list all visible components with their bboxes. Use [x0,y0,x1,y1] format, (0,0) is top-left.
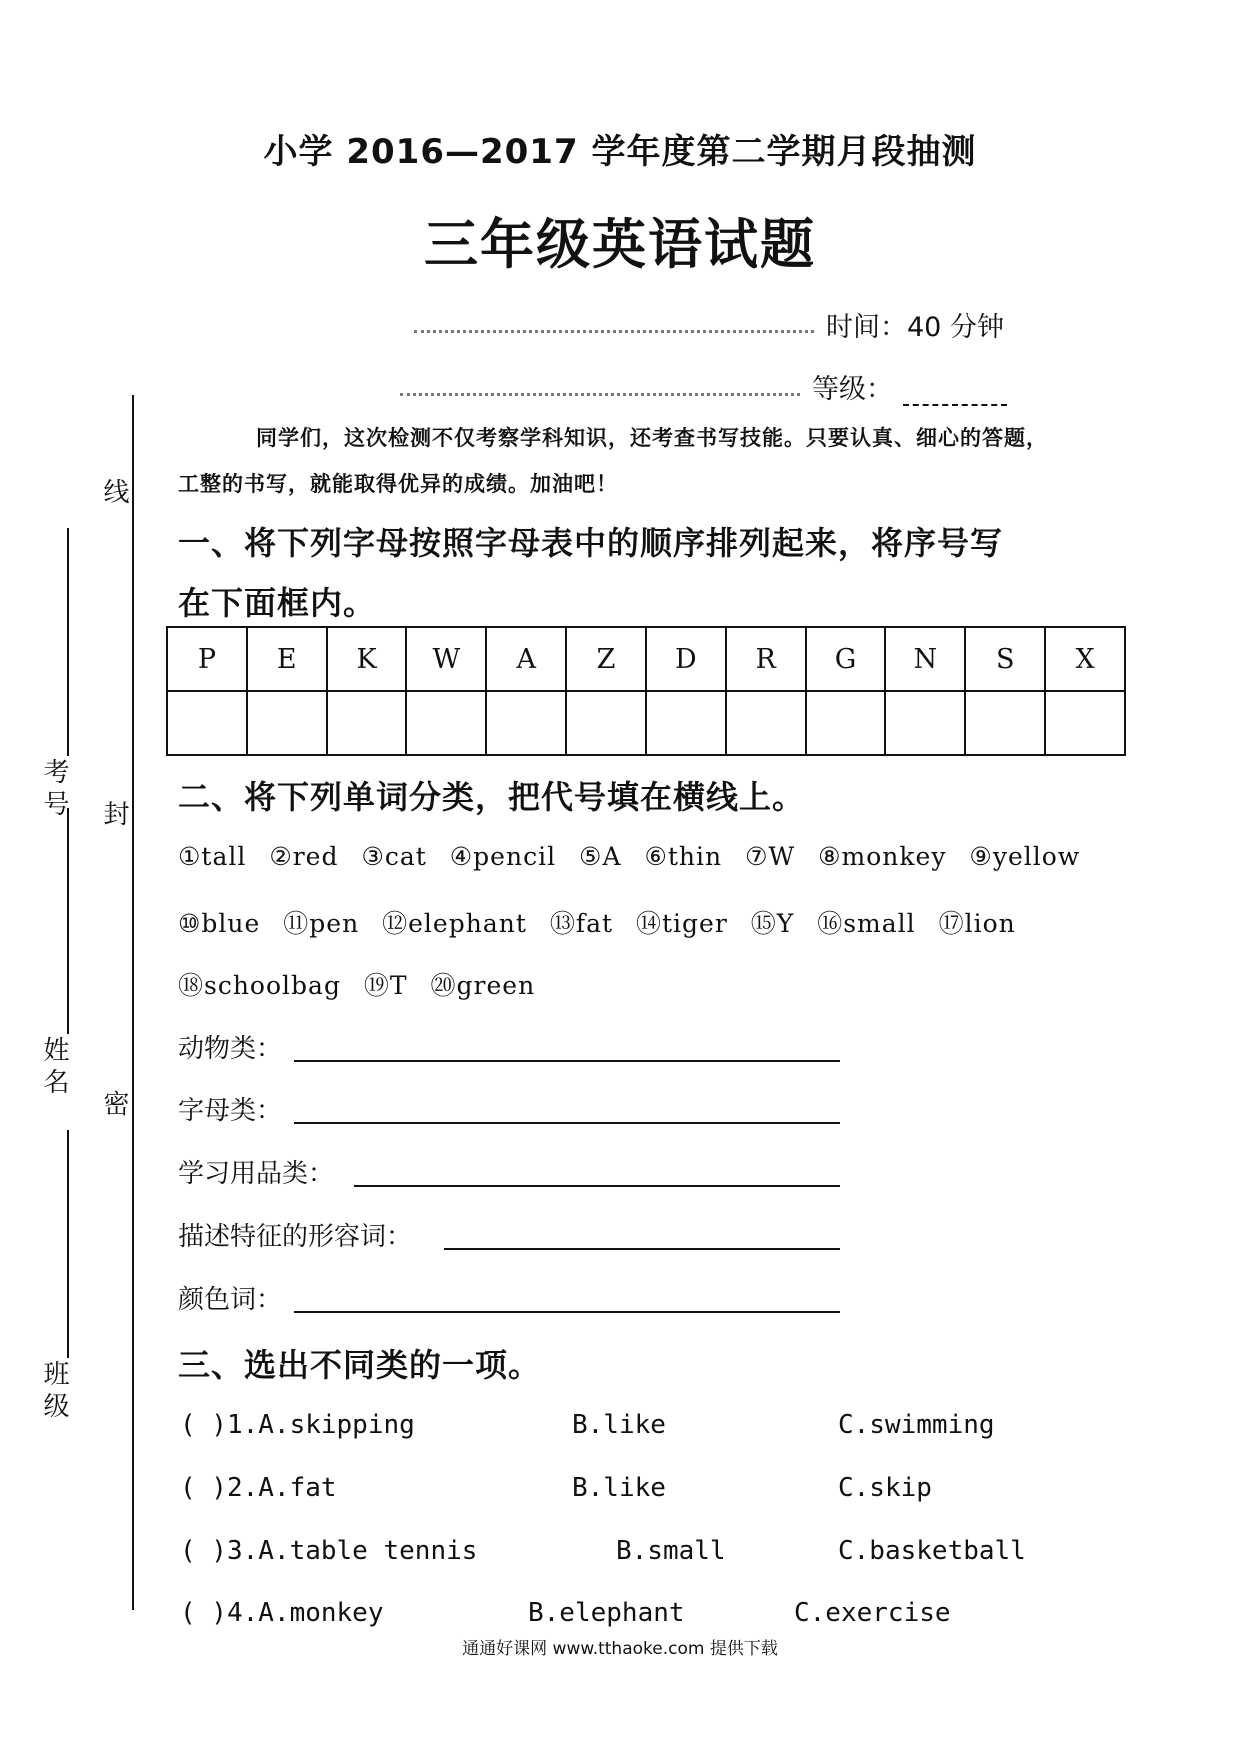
time-label: 时间：40 分钟 [826,312,1004,343]
question-4-option-b[interactable]: B.elephant [528,1598,685,1628]
section1-heading-line2: 在下面框内。 [178,584,377,622]
seal-mark-seal: 封 [99,800,129,832]
grade-field [812,367,1007,406]
word-item: ⑥thin [644,842,723,871]
seal-line [132,395,134,1610]
word-item: ⑧monkey [818,842,947,871]
intro-line-1: 同学们，这次检测不仅考察学科知识，还考查书写技能。只要认真、细心的答题， [256,426,1048,450]
footer-source: 通通好课网 www.tthaoke.com 提供下载 [462,1639,778,1659]
answer-cell[interactable] [806,691,886,755]
grade-blank[interactable] [903,378,1007,406]
letter-cell: D [646,627,726,691]
answer-cell[interactable] [167,691,247,755]
question-2-stem: ( )2.A.fat [180,1473,337,1503]
category-stationery-label: 学习用品类： [178,1159,335,1189]
word-item: ⑩blue [178,909,261,938]
category-adjectives-blank[interactable] [444,1248,840,1250]
question-1-option-c[interactable]: C.swimming [838,1410,995,1440]
letter-cell: W [406,627,486,691]
word-line-2 [178,904,1030,940]
question-2-option-b[interactable]: B.like [572,1473,666,1503]
letter-cell: E [247,627,327,691]
category-colors-label: 颜色词： [178,1285,283,1315]
section1-heading-line1: 一、将下列字母按照字母表中的顺序排列起来，将序号写 [178,524,1004,562]
letter-row [167,627,1125,691]
exam-number-line [67,528,69,756]
word-line-3 [178,966,549,1002]
exam-title: 三年级英语试题 [424,213,816,276]
field-label-name: 姓名 [39,1036,69,1100]
answer-cell[interactable] [1045,691,1125,755]
intro-line-2: 工整的书写，就能取得优异的成绩。加油吧！ [178,472,618,496]
letter-cell: K [327,627,407,691]
word-item: ⑳green [430,971,536,1000]
letter-cell: A [486,627,566,691]
question-2-option-c[interactable]: C.skip [838,1473,932,1503]
category-stationery-blank[interactable] [354,1185,840,1187]
letter-cell: P [167,627,247,691]
section3-heading: 三、选出不同类的一项。 [178,1346,542,1384]
word-item: ⑬fat [549,909,614,938]
letter-table [166,626,1126,756]
word-item: ⑲T [363,971,408,1000]
seal-mark-line: 线 [99,478,129,510]
answer-cell[interactable] [486,691,566,755]
answer-cell[interactable] [327,691,407,755]
answer-cell[interactable] [566,691,646,755]
word-item: ⑨yellow [969,842,1081,871]
word-item: ③cat [361,842,427,871]
question-4-stem: ( )4.A.monkey [180,1598,384,1628]
word-item: ①tall [178,842,247,871]
letter-cell: R [726,627,806,691]
word-item: ⑰lion [938,909,1016,938]
name-line [67,808,69,1034]
dotted-leader-time [414,330,814,333]
answer-cell[interactable] [406,691,486,755]
question-3-option-b[interactable]: B.small [616,1536,726,1566]
word-item: ⑮Y [750,909,795,938]
field-label-exam-number: 考号 [39,758,69,822]
letter-cell: X [1045,627,1125,691]
question-1-stem: ( )1.A.skipping [180,1410,415,1440]
answer-cell[interactable] [646,691,726,755]
word-item: ②red [269,842,339,871]
field-label-class: 班级 [39,1360,69,1424]
category-adjectives-label: 描述特征的形容词： [178,1222,413,1252]
answer-cell[interactable] [726,691,806,755]
category-letters-blank[interactable] [294,1122,840,1124]
letter-cell: Z [566,627,646,691]
question-3-stem: ( )3.A.table tennis [180,1536,478,1566]
word-item: ⑭tiger [636,909,728,938]
exam-subtitle: 小学 2016—2017 学年度第二学期月段抽测 [263,132,977,172]
word-item: ⑦W [745,842,796,871]
word-item: ⑱schoolbag [178,971,341,1000]
answer-cell[interactable] [965,691,1045,755]
grade-label: 等级： [812,374,893,405]
word-item: ④pencil [449,842,557,871]
letter-cell: N [885,627,965,691]
category-animals-blank[interactable] [294,1060,840,1062]
category-letters-label: 字母类： [178,1096,283,1126]
dotted-leader-grade [400,393,800,396]
question-4-option-c[interactable]: C.exercise [794,1598,951,1628]
question-3-option-c[interactable]: C.basketball [838,1536,1026,1566]
letter-cell: S [965,627,1045,691]
word-item: ⑯small [817,909,916,938]
word-item: ⑫elephant [382,909,527,938]
seal-mark-secret: 密 [99,1090,129,1122]
class-line [67,1130,69,1358]
answer-row [167,691,1125,755]
category-colors-blank[interactable] [294,1311,840,1313]
word-line-1 [178,842,1094,871]
answer-cell[interactable] [247,691,327,755]
section2-heading: 二、将下列单词分类，把代号填在横线上。 [178,778,806,816]
question-1-option-b[interactable]: B.like [572,1410,666,1440]
word-item: ⑪pen [283,909,360,938]
word-item: ⑤A [579,842,622,871]
category-animals-label: 动物类： [178,1034,283,1064]
answer-cell[interactable] [885,691,965,755]
letter-cell: G [806,627,886,691]
